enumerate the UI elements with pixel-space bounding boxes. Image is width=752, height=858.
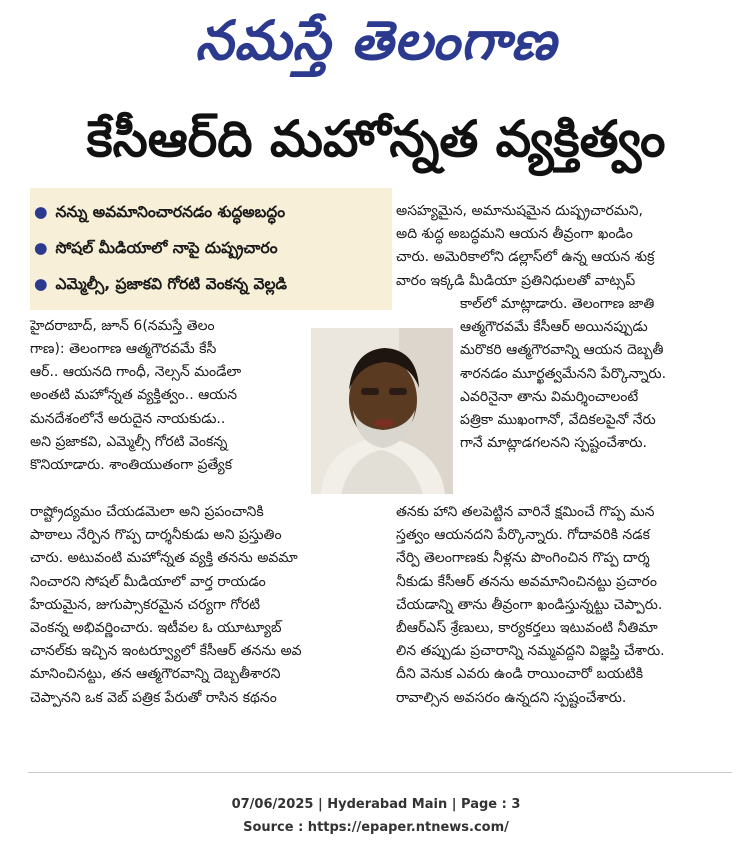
article-line: నేర్పి తెలంగాణకు నీళ్లను పొంగించిన గొప్ప దార్శ xyxy=(396,550,650,567)
article-column-right-side xyxy=(460,293,734,455)
article-line: బీఆర్‌ఎస్‌ శ్రేణులు, కార్యకర్తలు ఇటువంటి నీతిమా xyxy=(396,620,658,637)
article-line: రాష్ట్రోద్యమం చేయడమెలా అని ప్రపంచానికి xyxy=(30,504,264,520)
article-column-left-wrap xyxy=(30,338,302,477)
article-line: గాణ): తెలంగాణ ఆత్మగౌరవమే కేసీ xyxy=(30,341,217,357)
article-line: చేయడాన్ని తాను తీవ్రంగా ఖండిస్తున్నట్టు చెప్పారు. xyxy=(396,596,663,613)
article-line: నించారని సోషల్‌ మీడియాలో వార్త రాయడం xyxy=(30,573,266,590)
article-line: ఆత్మగౌరవమే కేసీఆర్‌ అయినప్పుడు xyxy=(460,319,648,336)
article-line: వారం ఇక్కడి మీడియా ప్రతినిధులతో వాట్సప్‌ xyxy=(396,272,636,289)
article-line: శారనడం మూర్ఖత్వమేనని పేర్కొన్నారు. xyxy=(460,365,667,382)
article-line: హైదరాబాద్‌, జూన్‌ 6(నమస్తే తెలం xyxy=(30,318,215,334)
article-line: తనకు హాని తలపెట్టిన వారినే క్షమించే గొప్ప మన xyxy=(396,504,655,520)
article-line: మానించినట్టు, తన ఆత్మగౌరవాన్ని దెబ్బతీశారని xyxy=(30,666,281,683)
article-line: పత్రికా ముఖంగానో, వేదికలపైనో నేరు xyxy=(460,412,656,429)
article-line: మరొకరి ఆత్మగౌరవాన్ని ఆయన దెబ్బతీ xyxy=(460,342,664,359)
article-line: పాఠాలు నేర్పిన గొప్ప దార్శనీకుడు అని ప్రస్తుతిం xyxy=(30,527,282,544)
article-line: అంతటి మహోన్నత వ్యక్తిత్వం.. ఆయన xyxy=(30,387,238,404)
article-column-right-top xyxy=(396,200,734,293)
article-column-right-bottom xyxy=(396,501,734,710)
source-link[interactable]: Source : https://epaper.ntnews.com/ xyxy=(243,820,509,835)
article-line: ఆర్‌.. ఆయనది గాంధీ, నెల్సన్‌ మండేలా xyxy=(30,364,242,381)
article-line: వెంకన్న అభివర్ణించారు. ఇటీవల ఓ యూట్యూబ్‌ xyxy=(30,620,282,637)
edition-info: 07/06/2025 | Hyderabad Main | Page : 3 xyxy=(231,797,521,812)
bullet-icon: ● xyxy=(34,275,48,293)
article-line: చారు. అమెరికాలోని డల్లాస్‌లో ఉన్న ఆయన శుక్ర xyxy=(396,249,655,266)
article-line: స్తత్వం ఆయనదని పేర్కొన్నారు. గోదావరికి నడక xyxy=(396,527,650,544)
bullet-icon: ● xyxy=(34,239,48,257)
article-line: అది శుద్ధ అబద్ధమని ఆయన తీవ్రంగా ఖండిం xyxy=(396,226,633,243)
newspaper-masthead: నమస్తే తెలంగాణ xyxy=(195,9,557,72)
article-line: చెప్పానని ఒక వెబ్‌ పత్రిక పేరుతో రాసిన కథనం xyxy=(30,689,277,706)
article-line: గానే మాట్లాడగలనని స్పష్టంచేశారు. xyxy=(460,435,647,452)
article-headline: కేసీఆర్‌ది మహోన్నత వ్యక్తిత్వం xyxy=(86,110,666,168)
article-line: కొనియాడారు. శాంతియుతంగా ప్రత్యేక xyxy=(30,457,233,474)
article-line: అని ప్రజాకవి, ఎమ్మెల్సీ గోరటి వెంకన్న xyxy=(30,433,228,450)
highlights-box xyxy=(30,188,392,310)
article-line: చానల్‌కు ఇచ్చిన ఇంటర్వ్యూలో కేసీఆర్‌ తనను అవ xyxy=(30,643,302,660)
footer-divider xyxy=(28,772,732,773)
article-line: ఎవరినైనా తాను విమర్శించాలంటే xyxy=(460,388,639,405)
article-line: అసహ్యమైన, అమానుషమైన దుష్ప్రచారమని, xyxy=(396,203,643,219)
article-line: రావాల్సిన అవసరం ఉన్నదని స్పష్టంచేశారు. xyxy=(396,689,627,706)
article-line: చారు. అటువంటి మహోన్నత వ్యక్తి తనను అవమా xyxy=(30,550,298,567)
article-line: హేయమైన, జుగుప్సాకరమైన చర్యగా గోరటి xyxy=(30,596,261,613)
article-column-left xyxy=(30,315,392,338)
bullet-icon: ● xyxy=(34,203,48,221)
article-column-left-lower xyxy=(30,501,392,710)
highlight-item: ● సోషల్‌ మీడియాలో నాపై దుష్ప్రచారం xyxy=(34,239,278,257)
article-line: లిన తప్పుడు ప్రచారాన్ని నమ్మవద్దని విజ్ఞప్తి చేశారు. xyxy=(396,643,665,660)
article-line: మనదేశంలోనే అరుదైన నాయకుడు.. xyxy=(30,410,226,427)
highlight-item: ● నన్ను అవమానించారనడం శుద్ధఅబద్ధం xyxy=(34,203,286,221)
article-line: కాల్‌లో మాట్లాడారు. తెలంగాణ జాతి xyxy=(460,296,655,312)
article-line: దీని వెనుక ఎవరు ఉండి రాయించారో బయటికి xyxy=(396,666,644,683)
article-line: నీకుడు కేసీఆర్‌ తనను అవమానించినట్టు ప్రచారం xyxy=(396,573,657,590)
highlight-item: ● ఎమ్మెల్సీ, ప్రజాకవి గోరటి వెంకన్న వెల్లడి xyxy=(34,275,288,293)
person-photo xyxy=(311,328,453,494)
